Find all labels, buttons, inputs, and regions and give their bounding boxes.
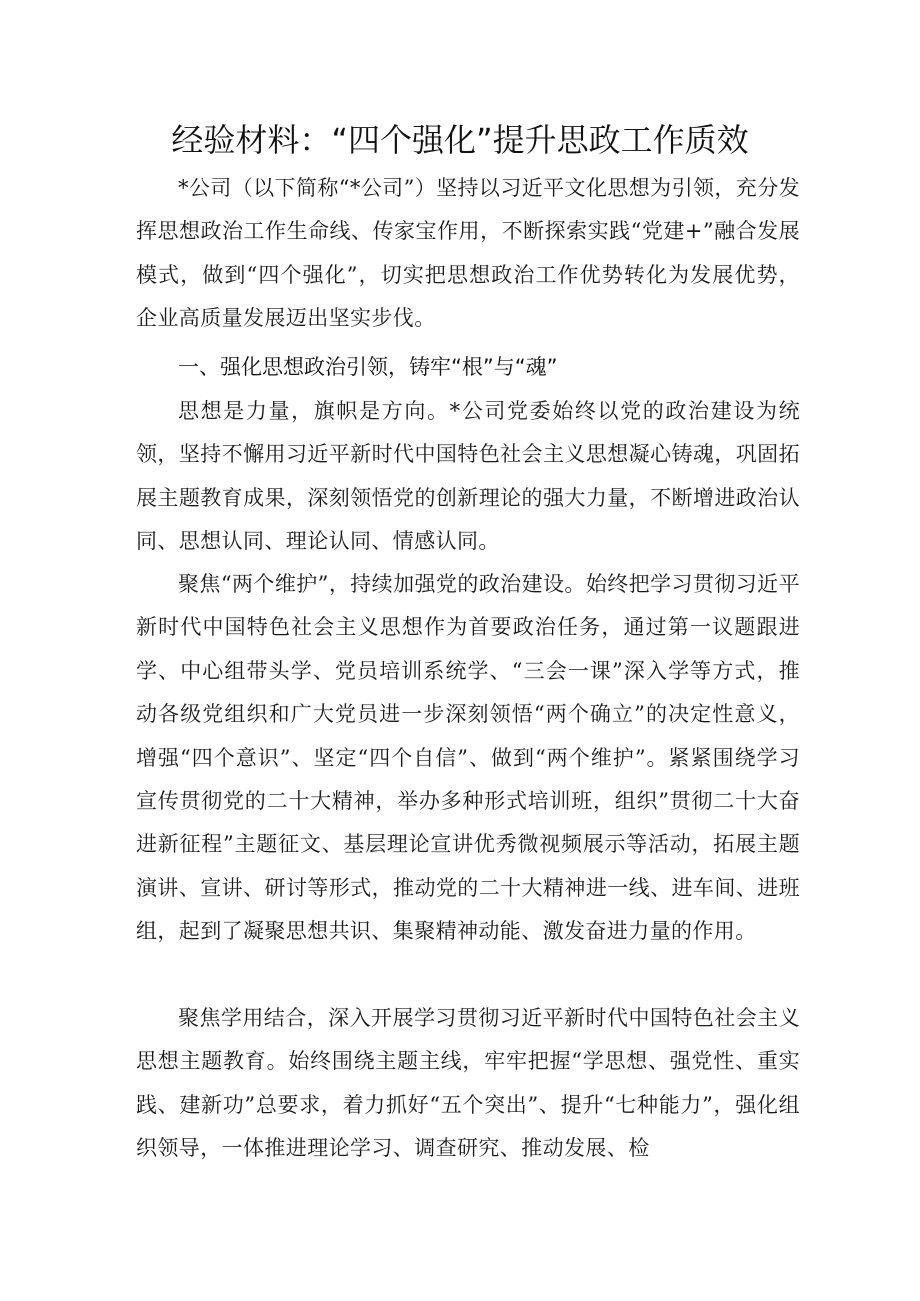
intro-paragraph: *公司（以下简称“*公司”）坚持以习近平文化思想为引领，充分发挥思想政治工作生命线、传家宝作用，不断探索实践“党建+”融合发展模式，做到“四个强化”，切实把思想政治工作优势转化为发展优势，企业高质量发展迈出坚实步伐。: [136, 176, 800, 331]
section-paragraph-1: 思想是力量，旗帜是方向。*公司党委始终以党的政治建设为统领，坚持不懈用习近平新时代中国特色社会主义思想凝心铸魂，巩固拓展主题教育成果，深刻领悟党的创新理论的强大力量，不断增进政治认同、思想认同、理论认同、情感认同。: [136, 399, 800, 554]
section-paragraph-3: 聚焦学用结合，深入开展学习贯彻习近平新时代中国特色社会主义思想主题教育。始终围绕主题主线，牢牢把握“学思想、强党性、重实践、建新功”总要求，着力抓好“五个突出”、提升“七种能力”，强化组织领导，一体推进理论学习、调查研究、推动发展、检: [136, 1006, 800, 1161]
document-title: 经验材料：“四个强化”提升思政工作质效: [171, 121, 749, 159]
section-paragraph-2: 聚焦“两个维护”，持续加强党的政治建设。始终把学习贯彻习近平新时代中国特色社会主义思想作为首要政治任务，通过第一议题跟进学、中心组带头学、党员培训系统学、“三会一课”深入学等方式，推动各级党组织和广大党员进一步深刻领悟“两个确立”的决定性意义，增强“四个意识”、坚定“四个自信”、做到“两个维护”。紧紧围绕学习宣传贯彻党的二十大精神，举办多种形式培训班，组织”贯彻二十大奋进新征程”主题征文、基层理论宣讲优秀微视频展示等活动，拓展主题演讲、宣讲、研讨等形式，推动党的二十大精神进一线、进车间、进班组，起到了凝聚思想共识、集聚精神动能、激发奋进力量的作用。: [136, 572, 800, 944]
section-heading: 一、强化思想政治引领，铸牢“根”与“魂”: [178, 355, 558, 379]
